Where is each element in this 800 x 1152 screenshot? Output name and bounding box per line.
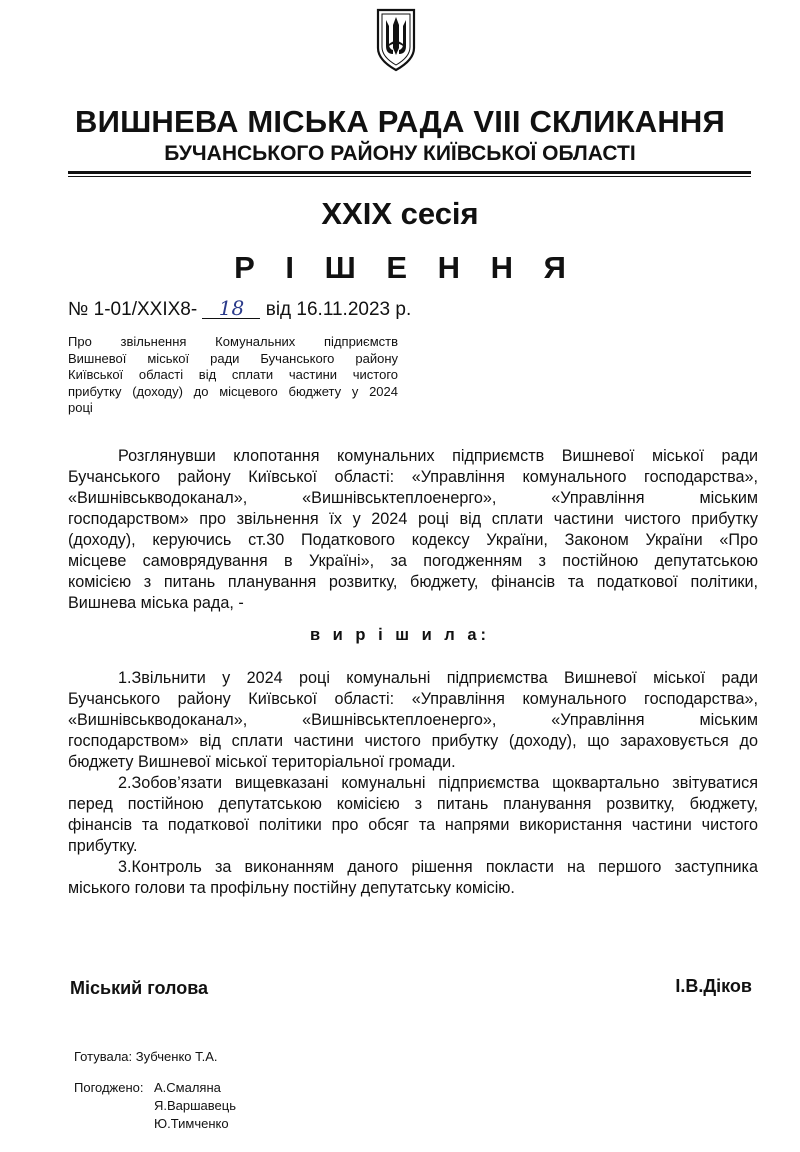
item-2-line: прибутку.	[68, 837, 138, 855]
resolved-heading: в и р і ш и л а:	[309, 626, 491, 644]
council-name: ВИШНЕВА МІСЬКА РАДА VIII СКЛИКАННЯ	[75, 104, 725, 139]
subject-line: Київської області від сплати частини чистого	[68, 367, 398, 382]
item-3-line: 3.Контроль за виконанням даного рішення покласти на першого заступника	[118, 858, 758, 876]
ukraine-trident-emblem-icon	[374, 8, 418, 72]
handwritten-number: 18	[202, 298, 260, 319]
item-1-line: господарством» від сплати частини чистого прибутку (доходу), що зараховується до	[68, 732, 758, 750]
signature-name: І.В.Діков	[675, 976, 752, 996]
preamble-line: Розглянувши клопотання комунальних підприємств Вишневої міської ради	[118, 447, 758, 465]
item-3-paragraph	[68, 857, 758, 899]
decision-number-prefix: № 1-01/XXIX8-	[68, 299, 198, 320]
item-2-line: фінансів та податкової політики про обсяг та напрями використання частини чистого	[68, 816, 758, 834]
item-1-paragraph	[68, 668, 758, 773]
council-region: БУЧАНСЬКОГО РАЙОНУ КИЇВСЬКОЇ ОБЛАСТІ	[164, 142, 636, 165]
agreed-name: А.Смаляна	[154, 1080, 221, 1095]
decision-date: від 16.11.2023 р.	[265, 299, 412, 320]
item-1-line: 1.Звільнити у 2024 році комунальні підприємства Вишневої міської ради	[118, 669, 758, 687]
preamble-line: «Вишнівськводоканал», «Вишнівськтеплоенерго», «Управління міським	[68, 489, 758, 507]
item-1-line: «Вишнівськводоканал», «Вишнівськтеплоенерго», «Управління міським	[68, 711, 758, 729]
subject-line: Вишневої міської ради Бучанського району	[68, 350, 398, 366]
preamble-line: (доходу), керуючись ст.30 Податкового кодексу України, Законом України «Про	[68, 531, 758, 549]
item-1-line: бюджету Вишневої міської територіальної громади.	[68, 753, 456, 771]
header-divider-thin	[68, 176, 751, 177]
agreed-label: Погоджено:	[74, 1080, 144, 1095]
signature-title: Міський голова	[70, 978, 209, 998]
decision-subject	[68, 334, 398, 417]
header-divider-thick	[68, 171, 751, 174]
agreed-name: Я.Варшавець	[154, 1098, 236, 1113]
prepared-by: Готувала: Зубченко Т.А.	[74, 1049, 218, 1064]
preamble-line: Вишнева міська рада, -	[68, 594, 244, 612]
preamble-line: місцеве самоврядування в Україні», за погодженням з постійною депутатською	[68, 552, 758, 570]
item-2-paragraph	[68, 773, 758, 857]
subject-line: році	[68, 400, 93, 415]
item-3-line: міського голови та профільну постійну депутатську комісію.	[68, 879, 515, 897]
item-2-line: перед постійною депутатською комісією з питань планування розвитку, бюджету,	[68, 795, 758, 813]
decision-number	[68, 298, 411, 321]
item-1-line: Бучанського району Київської області: «Управління комунального господарства»,	[68, 690, 758, 708]
agreed-name: Ю.Тимченко	[154, 1116, 229, 1131]
session-title: XXIX сесія	[321, 196, 479, 231]
preamble-line: комісією з питань планування розвитку, бюджету, фінансів та податкової політики,	[68, 573, 758, 591]
decision-title: Р І Ш Е Н Н Я	[234, 250, 577, 285]
preamble-paragraph	[68, 446, 758, 614]
preamble-line: господарством» про звільнення їх у 2024 році від сплати частини чистого прибутку	[68, 510, 758, 528]
item-2-line: 2.Зобов’язати вищевказані комунальні підприємства щоквартально звітуватися	[118, 774, 758, 792]
subject-line: Про звільнення Комунальних підприємств	[68, 334, 398, 349]
subject-line: прибутку (доходу) до місцевого бюджету у 2024	[68, 383, 398, 399]
preamble-line: Бучанського району Київської області: «Управління комунального господарства»,	[68, 468, 758, 486]
